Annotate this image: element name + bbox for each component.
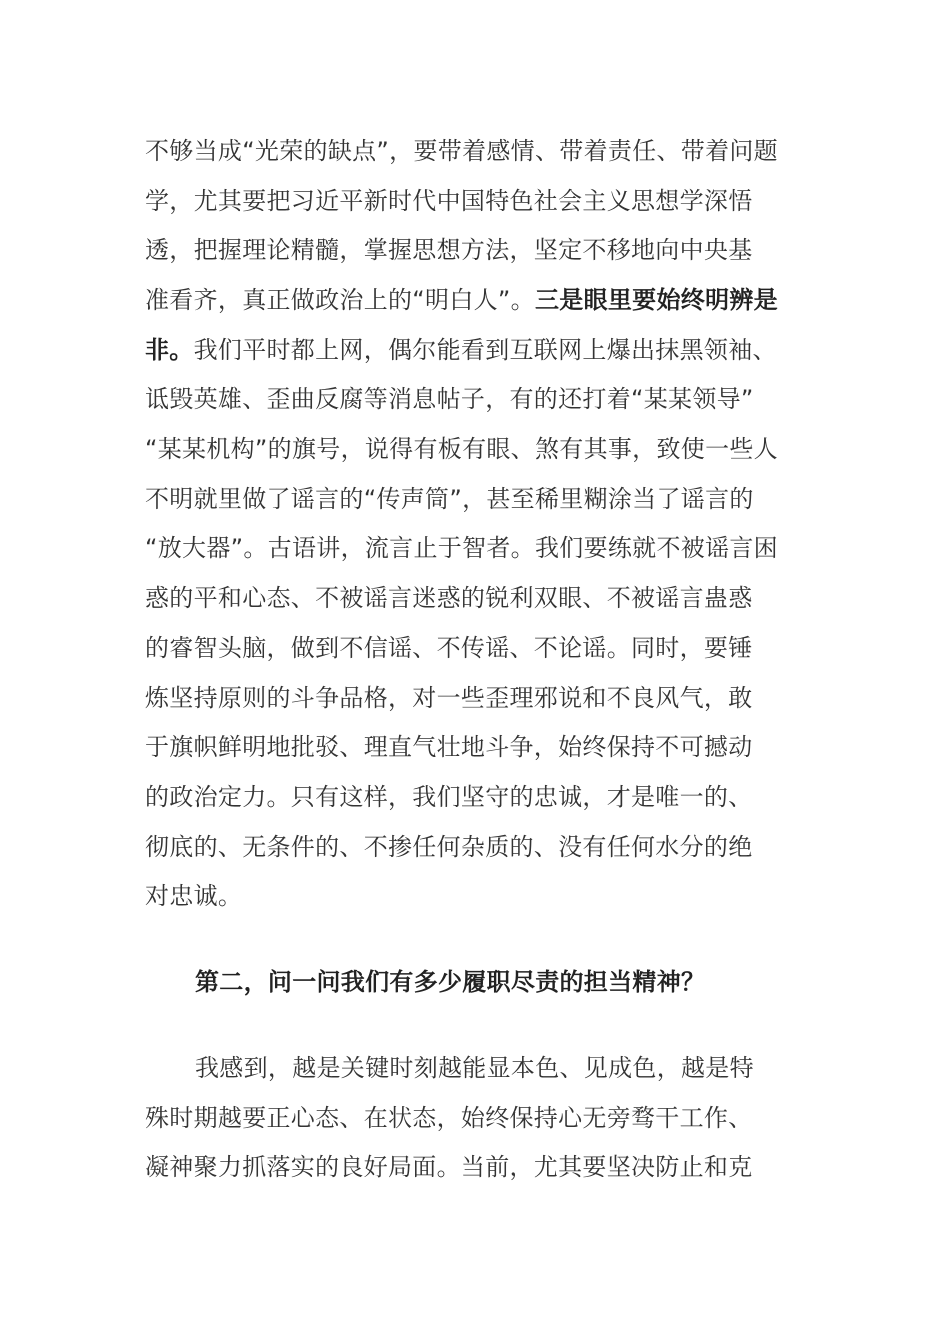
paragraph-line: 彻底的、无条件的、不掺任何杂质的、没有任何水分的绝 xyxy=(145,833,753,861)
paragraph-line: 不够当成“光荣的缺点”，要带着感情、带着责任、带着问题 xyxy=(145,137,778,165)
section-heading: 第二，问一问我们有多少履职尽责的担当精神？ xyxy=(195,968,706,996)
paragraph-line xyxy=(145,325,777,375)
paragraph-line: 对忠诚。 xyxy=(145,882,243,910)
paragraph-line: “某某机构”的旗号，说得有板有眼、煞有其事，致使一些人 xyxy=(145,435,778,463)
body-text: 准看齐，真正做政治上的“明白人”。 xyxy=(145,286,535,314)
paragraph-line: 凝神聚力抓落实的良好局面。当前，尤其要坚决防止和克 xyxy=(145,1153,753,1181)
paragraph-line: 于旗帜鲜明地批驳、理直气壮地斗争，始终保持不可撼动 xyxy=(145,733,753,761)
paragraph-line: “放大器”。古语讲，流言止于智者。我们要练就不被谣言困 xyxy=(145,534,778,562)
bold-point-text: 三是眼里要始终明辨是 xyxy=(534,286,778,314)
paragraph-line: 殊时期越要正心态、在状态，始终保持心无旁骛干工作、 xyxy=(145,1104,753,1132)
paragraph-line: 惑的平和心态、不被谣言迷惑的锐利双眼、不被谣言蛊惑 xyxy=(145,584,753,612)
paragraph-line: 炼坚持原则的斗争品格，对一些歪理邪说和不良风气，敢 xyxy=(145,684,753,712)
paragraph-line: 学，尤其要把习近平新时代中国特色社会主义思想学深悟 xyxy=(145,187,753,215)
paragraph-line: 的睿智头脑，做到不信谣、不传谣、不论谣。同时，要锤 xyxy=(145,634,753,662)
paragraph-line: 透，把握理论精髓，掌握思想方法，坚定不移地向中央基 xyxy=(145,236,753,264)
bold-point-text: 非。 xyxy=(145,336,194,364)
paragraph-line: 的政治定力。只有这样，我们坚守的忠诚，才是唯一的、 xyxy=(145,783,753,811)
paragraph-line: 诋毁英雄、歪曲反腐等消息帖子，有的还打着“某某领导” xyxy=(145,385,754,413)
paragraph-line xyxy=(145,275,778,325)
body-text: 我们平时都上网，偶尔能看到互联网上爆出抹黑领袖、 xyxy=(193,336,777,364)
paragraph-line: 我感到，越是关键时刻越能显本色、见成色，越是特 xyxy=(195,1054,754,1082)
paragraph-line: 不明就里做了谣言的“传声筒”，甚至稀里糊涂当了谣言的 xyxy=(145,485,754,513)
